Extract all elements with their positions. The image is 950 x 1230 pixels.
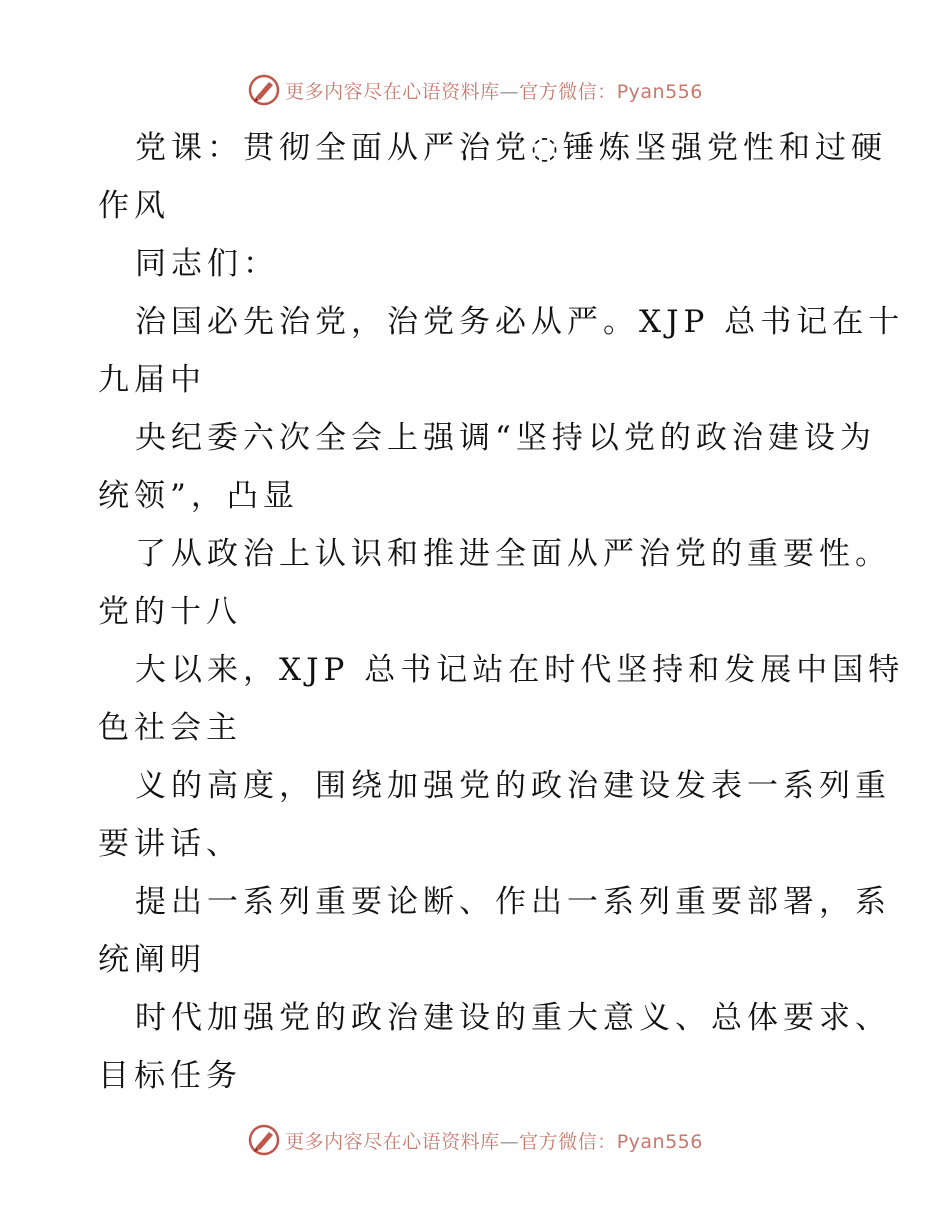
paragraph-line: 了从政治上认识和推进全面从严治党的重要性。 xyxy=(135,536,891,572)
paragraph-line: 目标任务 xyxy=(98,1058,242,1094)
paragraph-line: 要讲话、 xyxy=(98,826,242,862)
doc-title-line-1: 党课：贯彻全面从严治党◌锤炼坚强党性和过硬 xyxy=(135,130,888,166)
pen-seal-icon xyxy=(247,1123,281,1157)
paragraph-line: 九届中 xyxy=(98,362,206,398)
paragraph-line: 党的十八 xyxy=(98,594,242,630)
paragraph-line: 统领”，凸显 xyxy=(98,478,299,514)
paragraph-line: 治国必先治党，治党务必从严。XJP 总书记在十 xyxy=(135,304,905,340)
watermark-text: 更多内容尽在心语资料库—官方微信：Pyan556 xyxy=(285,1130,703,1153)
doc-title-line-2: 作风 xyxy=(98,188,170,224)
paragraph-line: 大以来，XJP 总书记站在时代坚持和发展中国特 xyxy=(135,652,905,688)
salutation: 同志们： xyxy=(135,246,279,282)
paragraph-line: 提出一系列重要论断、作出一系列重要部署，系 xyxy=(135,884,891,920)
pen-seal-icon xyxy=(247,73,281,107)
paragraph-line: 统阐明 xyxy=(98,942,206,978)
paragraph-line: 色社会主 xyxy=(98,710,242,746)
footer-watermark xyxy=(0,1120,950,1160)
paragraph-line: 时代加强党的政治建设的重大意义、总体要求、 xyxy=(135,1000,891,1036)
header-watermark xyxy=(0,70,950,110)
paragraph-line: 央纪委六次全会上强调“坚持以党的政治建设为 xyxy=(135,420,876,456)
paragraph-line: 义的高度，围绕加强党的政治建设发表一系列重 xyxy=(135,768,891,804)
watermark-text: 更多内容尽在心语资料库—官方微信：Pyan556 xyxy=(285,80,703,103)
